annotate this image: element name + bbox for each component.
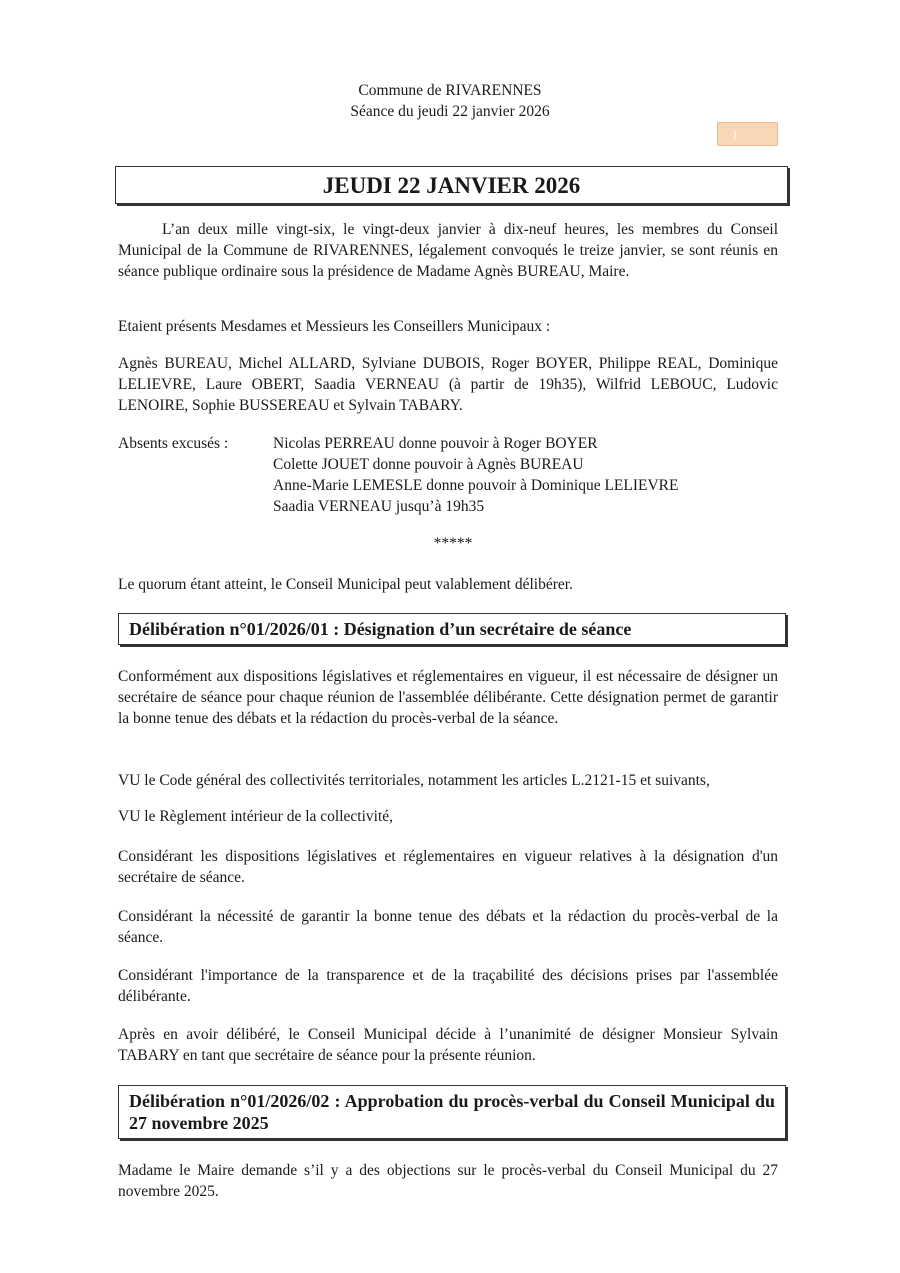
commune-name: Commune de RIVARENNES xyxy=(358,82,542,99)
deliberation-1-paragraph: VU le Code général des collectivités territoriales, notamment les articles L.2121-15 et suivants, xyxy=(118,772,710,789)
deliberation-1-paragraph: Considérant les dispositions législatives et réglementaires en vigueur relatives à la désignation d'un secrétaire de séance. xyxy=(118,848,778,886)
deliberation-1-title: Délibération n°01/2026/01 : Désignation d’un secrétaire de séance xyxy=(118,613,786,645)
deliberation-1-paragraph: Conformément aux dispositions législatives et réglementaires en vigueur, il est nécessaire de désigner un secrétaire de séance pour chaque réunion de l'assemblée délibérante. Cette désignation permet de garantir la bonne tenue des débats et la rédaction du procès-verbal de la séance. xyxy=(118,668,778,727)
seance-date: Séance du jeudi 22 janvier 2026 xyxy=(350,103,550,120)
page-number-tab: 1 xyxy=(717,122,778,146)
separator: ***** xyxy=(433,535,473,552)
presents-list: Agnès BUREAU, Michel ALLARD, Sylviane DUBOIS, Roger BOYER, Philippe REAL, Dominique LELIEVRE, Laure OBERT, Saadia VERNEAU (à partir de 19h35), Wilfrid LEBOUC, Ludovic LENOIRE, Sophie BUSSEREAU et Sylvain TABARY. xyxy=(118,355,778,414)
absents-label: Absents excusés : xyxy=(118,435,229,452)
intro-paragraph: L’an deux mille vingt-six, le vingt-deux janvier à dix-neuf heures, les membres du Conseil Municipal de la Commune de RIVARENNES, légalement convoqués le treize janvier, se sont réunis en séance publique ordinaire sous la présidence de Madame Agnès BUREAU, Maire. xyxy=(118,221,778,280)
deliberation-2-paragraph: Madame le Maire demande s’il y a des objections sur le procès-verbal du Conseil Municipal du 27 novembre 2025. xyxy=(118,1162,778,1200)
absent-item: Colette JOUET donne pouvoir à Agnès BUREAU xyxy=(273,456,584,473)
deliberation-1-paragraph: Considérant l'importance de la transparence et de la traçabilité des décisions prises par l'assemblée délibérante. xyxy=(118,967,778,1005)
absents-list xyxy=(273,433,793,517)
deliberation-2-title: Délibération n°01/2026/02 : Approbation du procès-verbal du Conseil Municipal du 27 novembre 2025 xyxy=(118,1085,786,1139)
deliberation-1-paragraph: Après en avoir délibéré, le Conseil Municipal décide à l’unanimité de désigner Monsieur Sylvain TABARY en tant que secrétaire de séance pour la présente réunion. xyxy=(118,1026,778,1064)
absent-item: Anne-Marie LEMESLE donne pouvoir à Dominique LELIEVRE xyxy=(273,477,679,494)
absent-item: Saadia VERNEAU jusqu’à 19h35 xyxy=(273,498,485,515)
page-title: JEUDI 22 JANVIER 2026 xyxy=(115,166,788,204)
quorum-text: Le quorum étant atteint, le Conseil Municipal peut valablement délibérer. xyxy=(118,576,573,593)
deliberation-1-paragraph: Considérant la nécessité de garantir la bonne tenue des débats et la rédaction du procès-verbal de la séance. xyxy=(118,908,778,946)
document-header xyxy=(0,80,900,122)
presents-label: Etaient présents Mesdames et Messieurs les Conseillers Municipaux : xyxy=(118,318,551,335)
absent-item: Nicolas PERREAU donne pouvoir à Roger BOYER xyxy=(273,435,598,452)
deliberation-1-paragraph: VU le Règlement intérieur de la collectivité, xyxy=(118,808,394,825)
